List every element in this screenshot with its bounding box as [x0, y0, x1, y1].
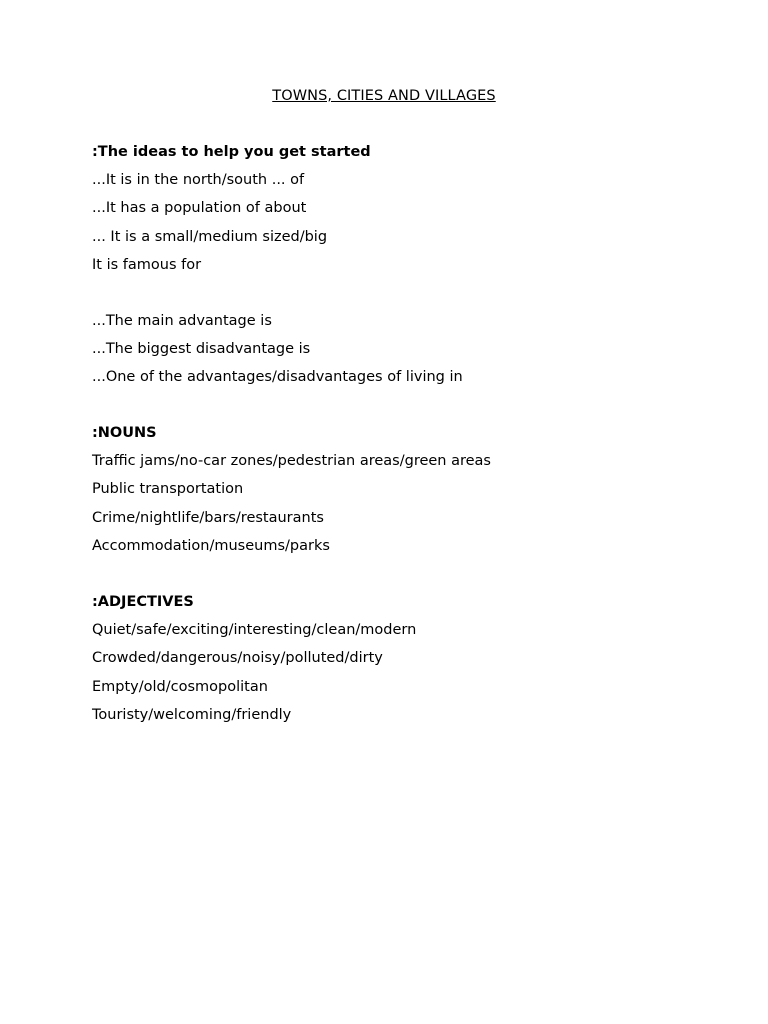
advantages-section	[92, 307, 712, 392]
adjectives-heading: :ADJECTIVES	[92, 594, 194, 610]
nouns-line: Accommodation/museums/parks	[92, 537, 330, 554]
ideas-line: ...It has a population of about	[92, 200, 307, 217]
ideas-line: ... It is a small/medium sized/big	[92, 228, 328, 245]
nouns-line: Traffic jams/no-car zones/pedestrian areas/green areas	[92, 453, 491, 470]
adjectives-line: Touristy/welcoming/friendly	[92, 706, 292, 723]
adjectives-line: Quiet/safe/exciting/interesting/clean/modern	[92, 622, 417, 639]
nouns-line: Crime/nightlife/bars/restaurants	[92, 509, 324, 526]
adjectives-section	[92, 588, 712, 729]
adjectives-line: Crowded/dangerous/noisy/polluted/dirty	[92, 650, 383, 667]
page-title: TOWNS, CITIES AND VILLAGES	[272, 88, 496, 104]
ideas-line: It is famous for	[92, 256, 202, 273]
nouns-section	[92, 419, 712, 560]
ideas-section	[92, 138, 712, 279]
ideas-heading: :The ideas to help you get started	[92, 144, 371, 160]
ideas-line: ...It is in the north/south ... of	[92, 172, 305, 189]
advantages-line: ...The biggest disadvantage is	[92, 341, 311, 358]
advantages-line: ...One of the advantages/disadvantages of living in	[92, 369, 463, 386]
adjectives-line: Empty/old/cosmopolitan	[92, 678, 268, 695]
nouns-heading: :NOUNS	[92, 425, 157, 441]
advantages-line: ...The main advantage is	[92, 313, 272, 329]
nouns-line: Public transportation	[92, 481, 244, 498]
